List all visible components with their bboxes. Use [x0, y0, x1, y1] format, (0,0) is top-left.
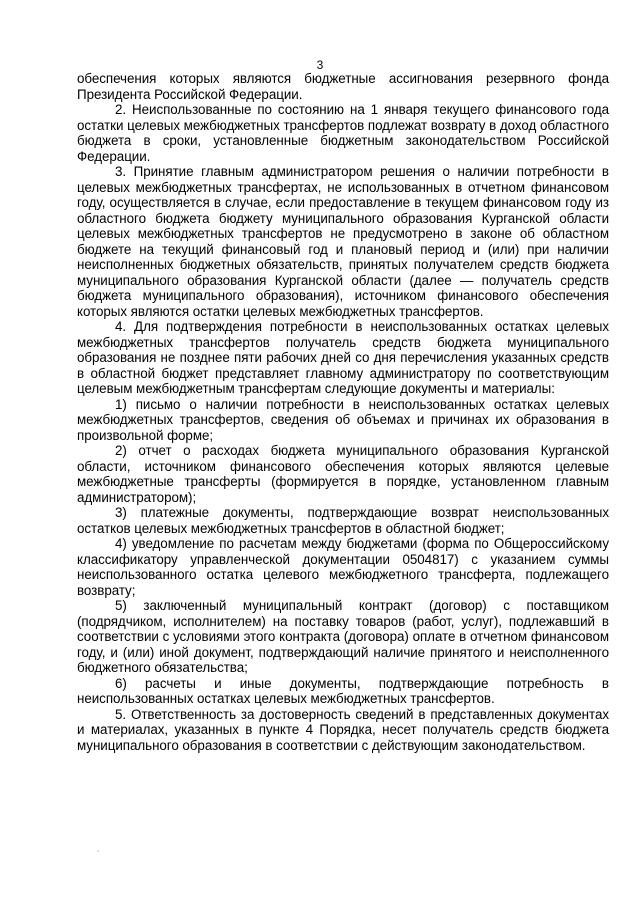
list-item-1: 1) письмо о наличии потребности в неиспользованных остатках целевых межбюджетных трансфертов, сведения об объемах и причинах их образования в произвольной форме; — [77, 396, 609, 443]
list-item-3: 3) платежные документы, подтверждающие возврат неиспользованных остатков целевых межбюджетных трансфертов в областной бюджет; — [77, 505, 609, 536]
list-item-5: 5) заключенный муниципальный контракт (договор) с поставщиком (подрядчиком, исполнителем) на поставку товаров (работ, услуг), подлежавший в соответствии с условиями этого контракта (договора) оплате в отчетном финансовом году, и (или) иной документ, подтверждающий наличие принятого и неисполненного бюджетного обязательства; — [77, 598, 609, 675]
paragraph-clause-4: 4. Для подтверждения потребности в неиспользованных остатках целевых межбюджетных трансфертов получатель средств бюджета муниципального образования не позднее пяти рабочих дней со дня перечисления указанных средств в областной бюджет представляет главному администратору по соответствующим целевым межбюджетным трансфертам следующие документы и материалы: — [77, 319, 609, 396]
paragraph-clause-3: 3. Принятие главным администратором решения о наличии потребности в целевых межбюджетных трансфертах, не использованных в отчетном финансовом году, осуществляется в случае, если предоставление в текущем финансовом году из областного бюджета бюджету муниципального образования Курганской области целевых межбюджетных трансфертов не предусмотрено в законе об областном бюджете на текущий финансовый год и плановый период и (или) при наличии неисполненных бюджетных обязательств, принятых получателем средств бюджета муниципального образования Курганской области (далее — получатель средств бюджета муниципального образования), источником финансового обеспечения которых являются остатки целевых межбюджетных трансфертов. — [77, 164, 609, 319]
page-number: 3 — [316, 58, 324, 72]
document-body — [77, 71, 609, 753]
list-item-2: 2) отчет о расходах бюджета муниципального образования Курганской области, источником финансового обеспечения которых являются целевые межбюджетные трансферты (формируется в порядке, установленном главным администратором); — [77, 443, 609, 505]
list-item-6: 6) расчеты и иные документы, подтверждающие потребность в неиспользованных остатках целевых межбюджетных трансфертов. — [77, 675, 609, 706]
list-item-4: 4) уведомление по расчетам между бюджетами (форма по Общероссийскому классификатору управленческой документации 0504817) с указанием суммы неиспользованного остатка целевого межбюджетного трансферта, подлежащего возврату; — [77, 536, 609, 598]
paragraph-continuation: обеспечения которых являются бюджетные ассигнования резервного фонда Президента Российской Федерации. — [77, 71, 609, 102]
scan-speck — [97, 850, 99, 852]
paragraph-clause-5: 5. Ответственность за достоверность сведений в представленных документах и материалах, указанных в пункте 4 Порядка, несет получатель средств бюджета муниципального образования в соответствии с действующим законодательством. — [77, 706, 609, 753]
paragraph-clause-2: 2. Неиспользованные по состоянию на 1 января текущего финансового года остатки целевых межбюджетных трансфертов подлежат возврату в доход областного бюджета в сроки, установленные бюджетным законодательством Российской Федерации. — [77, 102, 609, 164]
